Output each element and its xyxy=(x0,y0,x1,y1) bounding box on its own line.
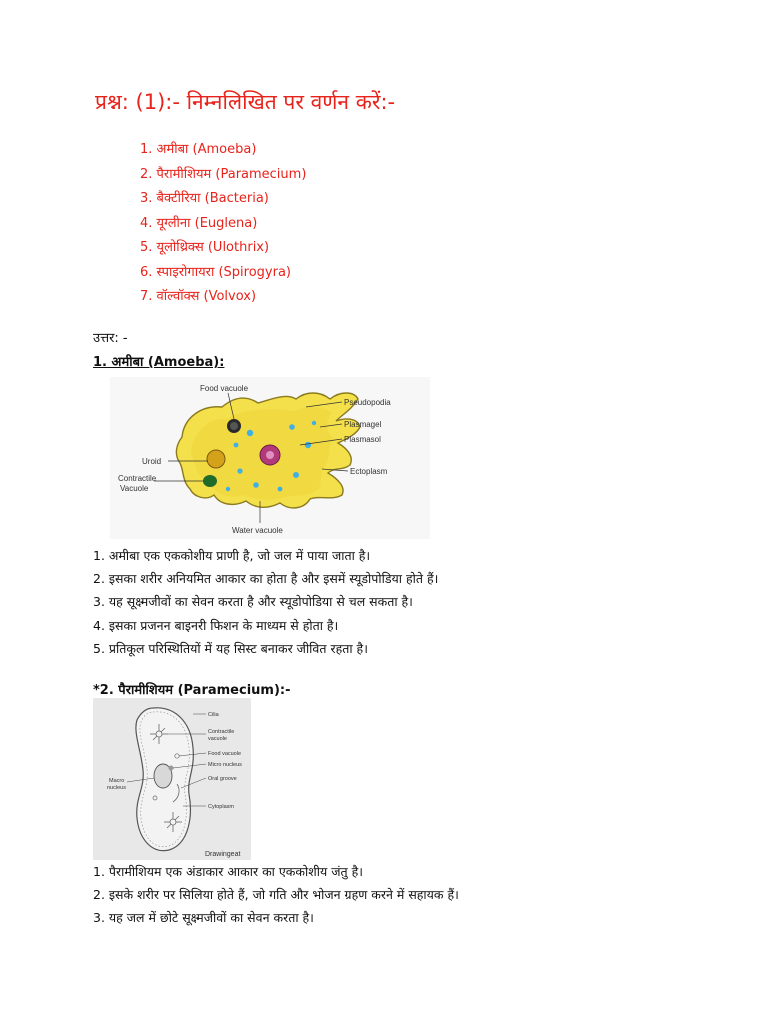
water-vacuole-dot xyxy=(253,482,259,488)
label-food-vacuole: Food vacuole xyxy=(208,751,242,757)
label-cytoplasm: Cytoplasm xyxy=(208,804,234,810)
question-title: प्रश्न: (1):- निम्नलिखित पर वर्णन करें:- xyxy=(95,90,396,114)
amoeba-diagram xyxy=(110,377,430,539)
water-vacuole-dot xyxy=(247,430,253,436)
label-contractile: Contractile xyxy=(118,474,157,483)
contractile-vacuole-core xyxy=(266,451,274,459)
amoeba-heading: 1. अमीबा (Amoeba): xyxy=(93,355,225,370)
list-item: 5. प्रतिकूल परिस्थितियों में यह सिस्ट बनाकर जीवित रहता है। xyxy=(93,640,368,656)
list-item: 3. यह सूक्ष्मजीवों का सेवन करता है और स्यूडोपोडिया से चल सकता है। xyxy=(93,594,413,610)
label-contractile: Contractile xyxy=(208,729,235,735)
list-item: 3. यह जल में छोटे सूक्ष्मजीवों का सेवन करता है। xyxy=(93,910,314,926)
label-water-vacuole: Water vacuole xyxy=(232,526,283,535)
list-item: 7. वॉल्वॉक्स (Volvox) xyxy=(140,289,257,304)
list-item: 2. इसके शरीर पर सिलिया होते हैं, जो गति और भोजन ग्रहण करने में सहायक हैं। xyxy=(93,887,459,903)
label-uroid: Uroid xyxy=(142,457,162,466)
list-item: 1. पैरामीशियम एक अंडाकार आकार का एककोशीय जंतु है। xyxy=(93,864,363,879)
paramecium-diagram xyxy=(93,698,251,860)
list-item: 2. पैरामीशियम (Paramecium) xyxy=(140,166,307,182)
list-item: 1. अमीबा एक एककोशीय प्राणी है, जो जल में पाया जाता है। xyxy=(93,548,371,563)
list-item: 2. इसका शरीर अनियमित आकार का होता है और इसमें स्यूडोपोडिया होते हैं। xyxy=(93,571,439,587)
list-item: 6. स्पाइरोगायरा (Spirogyra) xyxy=(140,264,291,280)
label-cilia: Cilia xyxy=(208,712,219,718)
label-food-vacuole: Food vacuole xyxy=(200,384,249,393)
water-vacuole-dot xyxy=(312,421,316,425)
list-item: 1. अमीबा (Amoeba) xyxy=(140,142,257,157)
water-vacuole-dot xyxy=(293,472,299,478)
water-vacuole-dot xyxy=(226,487,230,491)
label-pseudopodia: Pseudopodia xyxy=(344,398,391,407)
list-item: 3. बैक्टीरिया (Bacteria) xyxy=(140,191,269,206)
water-vacuole-dot xyxy=(234,443,239,448)
label-macro-nucleus: nucleus xyxy=(107,785,126,791)
label-plasmagel: Plasmagel xyxy=(344,420,382,429)
answer-label: उत्तर: - xyxy=(93,331,128,346)
label-ectoplasm: Ectoplasm xyxy=(350,467,388,476)
water-vacuole-dot xyxy=(278,487,283,492)
organism-list xyxy=(140,140,306,312)
list-item: 4. यूग्लीना (Euglena) xyxy=(140,215,258,231)
food-vacuole-inner xyxy=(230,422,238,430)
label-micro-nucleus: Micro nucleus xyxy=(208,762,242,768)
label-oral-groove: Oral groove xyxy=(208,776,237,782)
nucleus xyxy=(207,450,225,468)
paramecium-heading: *2. पैरामीशियम (Paramecium):- xyxy=(93,683,291,698)
label-contractile-vacuole: Vacuole xyxy=(120,484,149,493)
water-vacuole-dot xyxy=(305,442,311,448)
list-item: 4. इसका प्रजनन बाइनरी फिशन के माध्यम से होता है। xyxy=(93,617,339,633)
label-contractile-vacuole: vacuole xyxy=(208,736,227,742)
micro-nucleus xyxy=(169,766,174,771)
paramecium-points xyxy=(93,862,459,932)
water-vacuole-dot xyxy=(289,424,295,430)
amoeba-points xyxy=(93,546,438,662)
label-plasmasol: Plasmasol xyxy=(344,435,381,444)
water-vacuole-dot xyxy=(237,468,242,473)
label-macro: Macro xyxy=(109,778,125,784)
list-item: 5. यूलोथ्रिक्स (Ulothrix) xyxy=(140,240,270,255)
watermark: Drawingeat xyxy=(205,851,241,858)
contractile-vacuole xyxy=(203,475,217,487)
